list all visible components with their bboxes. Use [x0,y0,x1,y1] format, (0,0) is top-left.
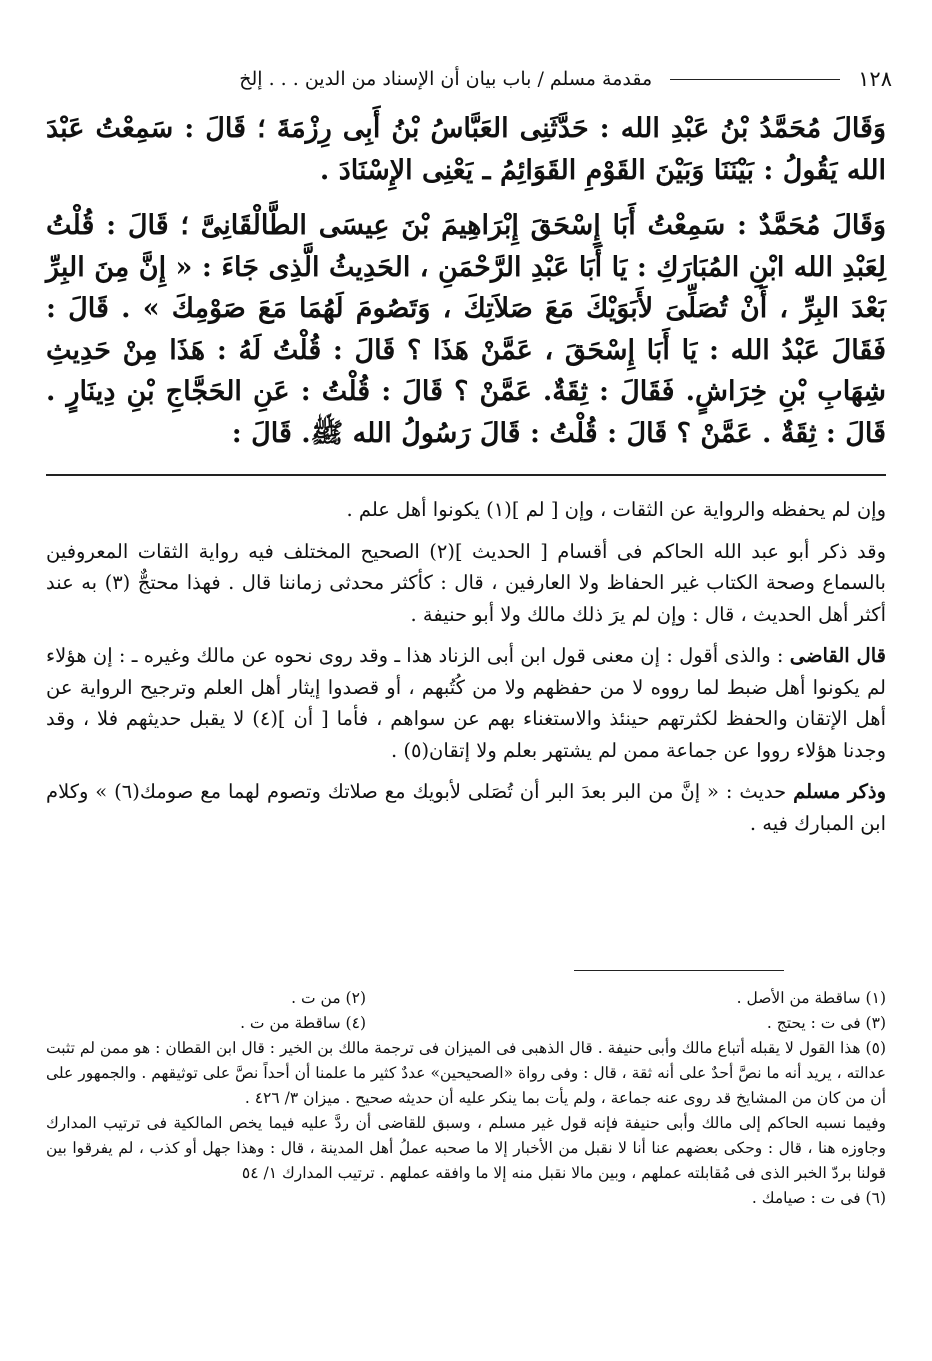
footnote: (٢) من ت . [291,989,366,1007]
commentary-paragraph: وإن لم يحفظه والرواية عن الثقات ، وإن [ لم ](١) يكونوا أهل علم . [346,498,886,521]
commentary-paragraph: وقد ذكر أبو عبد الله الحاكم فى أقسام [ الحديث ](٢) الصحيح المختلف فيه رواية الثقات المعروفين بالسماع وصحة الكتاب غير الحفاظ ولا العارفين ، قال : كأكثر محدثى زماننا قال . فهذا محتجٌّ (٣) به عند أكثر أهل الحديث ، قال : وإن لم يرَ ذلك مالك ولا أبو حنيفة . [46,539,886,626]
hadith-text [46,108,886,454]
footnote: (٦) فى ت : صيامك . [751,1189,886,1207]
commentary-lead: قال القاضى [789,644,886,667]
footnotes [46,986,886,1211]
hadith-paragraph: وَقَالَ مُحَمَّدٌ : سَمِعْتُ أَبَا إِسْحَقَ إِبْرَاهِيمَ بْنَ عِيسَى الطَّالْقَانِىَّ ؛ قَالَ : قُلْتُ لِعَبْدِ الله ابْنِ المُبَارَكِ : يَا أَبَا عَبْدِ الرَّحْمَنِ ، الحَدِيثُ الَّذِى جَاءَ : « إِنَّ مِنَ البِرِّ بَعْدَ البِرِّ ، أَنْ تُصَلِّىَ لأَبَوَيْكَ مَعَ صَلاَتِكَ ، وَتَصُومَ لَهُمَا مَعَ صَوْمِكَ » . قَالَ : فَقَالَ عَبْدُ الله : يَا أَبَا إِسْحَقَ ، عَمَّنْ هَذَا ؟ قَالَ : قُلْتُ لَهُ : هَذَا مِنْ حَدِيثِ شِهَابِ بْنِ خِرَاشٍ. فَقَالَ : ثِقَةٌ. عَمَّنْ ؟ قَالَ : قُلْتُ : عَنِ الحَجَّاجِ بْنِ دِينَارٍ . قَالَ : ثِقَةٌ . عَمَّنْ ؟ قَالَ : قُلْتُ : قَالَ رَسُولُ الله ﷺ. قَالَ : [46,210,886,449]
commentary-paragraph [46,776,886,839]
commentary-lead: وذكر مسلم [793,780,886,803]
running-header [40,62,892,96]
page-number: ١٢٨ [858,67,892,91]
header-rule [670,79,840,80]
footnote: (٤) ساقطة من ت . [240,1014,366,1032]
footnote: وفيما نسبه الحاكم إلى مالك وأبى حنيفة فإنه قول غير مسلم ، وسبق للقاضى أن ردَّ عليه فيما يخص المالكية فى ترتيب المدارك وجاوزه هنا ، قال : وحكى بعضهم عنا أنا لا نقبل من الأخبار إلا ما صحبه عملُ أهل المدينة ، قال : وهذا جهل أو كذب ، لم يفرقوا بين قولنا بردّ الخبر الذى فى مُقابلته عملهم ، وبين مالا نقبل منه إلا ما وافقه عملهم . ترتيب المدارك ١/ ٥٤ [46,1114,886,1182]
footnote: (٥) هذا القول لا يقبله أتباع مالك وأبى حنيفة . قال الذهبى فى الميزان فى ترجمة مالك بن الخير : قال ابن القطان : هو ممن لم تثبت عدالته ، يريد أنه ما نصَّ أحدٌ على أنه ثقة ، قال : وفى رواة «الصحيحين» عددٌ كثير ما علمنا أن أحداً نصَّ على توثيقهم . والجمهور على أن من كان من المشايخ قد روى عنه جماعة ، ولم يأت بما ينكر عليه أن حديثه صحيح . ميزان ٣/ ٤٢٦ . [46,1039,886,1107]
commentary-paragraph [46,640,886,766]
commentary-body: حديث : « إنَّ من البر بعدَ البر أن تُصَلى لأبويك مع صلاتك وتصوم لهما مع صومك(٦) » وكلام ابن المبارك فيه . [46,780,886,835]
footnote-row [46,1011,886,1036]
commentary [46,494,886,839]
footnote-separator [574,970,784,971]
footnote: (٣) فى ت : يحتج . [766,1014,886,1032]
text-separator [46,474,886,476]
commentary-body: : والذى أقول : إن معنى قول ابن أبى الزناد هذا ـ وقد روى نحوه عن مالك وغيره ـ : إن هؤلاء لم يكونوا أهل ضبط لما رووه لا من حفظهم ولا من كُتُبهم ، أو قصدوا إيثار أهل العلم وترجيح الرواية عن أهل الإتقان والحفظ لكثرتهم حينئذ والاستغناء بهم عن سواهم ، فأما [ أن ](٤) لا يقبل حديثهم فلا ، وقد وجدنا هؤلاء رووا عن جماعة ممن لم يشتهر بعلم ولا إتقان(٥) . [46,644,886,762]
hadith-paragraph: وَقَالَ مُحَمَّدُ بْنُ عَبْدِ الله : حَدَّثَنِى العَبَّاسُ بْنُ أَبِى رِزْمَةَ ؛ قَالَ : سَمِعْتُ عَبْدَ الله يَقُولُ : بَيْنَنَا وَبَيْنَ القَوْمِ القَوَائِمُ ـ يَعْنِى الإِسْنَادَ . [46,113,886,186]
footnote-row [46,986,886,1011]
running-title: مقدمة مسلم / باب بيان أن الإسناد من الدين . . . إلخ [239,68,653,90]
footnote: (١) ساقطة من الأصل . [736,989,886,1007]
